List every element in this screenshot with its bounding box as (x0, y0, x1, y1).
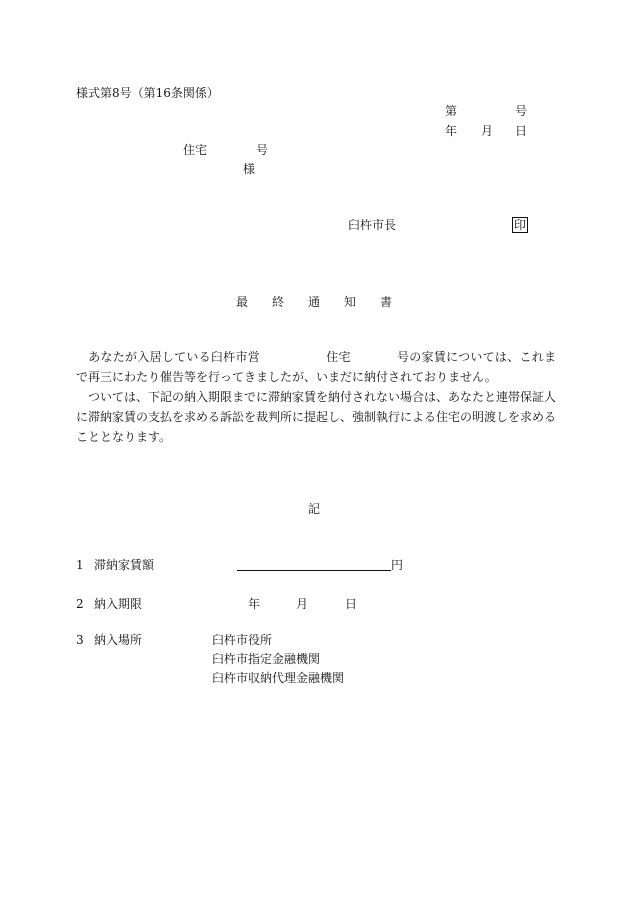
seal-mark (512, 217, 528, 233)
item2-month: 月 (296, 597, 309, 611)
item2-year: 年 (248, 597, 261, 611)
doc-title-char-1: 最 (236, 295, 249, 309)
date-year: 年 (445, 124, 458, 138)
addressee-housing: 住宅 (183, 143, 208, 157)
item1-label: 滞納家賃額 (94, 558, 155, 572)
body-paragraph-1 (76, 347, 556, 387)
doc-title-char-5: 書 (380, 295, 393, 309)
date-day: 日 (515, 124, 528, 138)
item3-place-1: 臼杵市役所 (212, 633, 273, 647)
item2-label: 納入期限 (94, 597, 143, 611)
body-paragraph-2: ついては、下記の納入期限までに滞納家賃を納付されない場合は、あなたと連帯保証人に滞納家賃の支払を求める訴訟を裁判所に提起し、強制執行による住宅の明渡しを求めることとなります。 (76, 390, 557, 444)
doc-number-prefix: 第 (445, 104, 458, 118)
doc-number-suffix: 号 (515, 104, 528, 118)
doc-title-char-4: 知 (344, 295, 357, 309)
item1-unit: 円 (391, 558, 404, 572)
item3-place-2: 臼杵市指定金融機関 (212, 652, 321, 666)
sender-title: 臼杵市長 (348, 218, 397, 232)
item3-number: 3 (76, 633, 84, 647)
form-number: 様式第8号（第16条関係） (76, 86, 219, 100)
doc-title-char-3: 通 (308, 295, 321, 309)
body-p1-housing: 住宅 (325, 350, 351, 364)
ki-heading: 記 (308, 502, 321, 516)
item2-day: 日 (345, 597, 358, 611)
body-p1-intro: あなたが入居している臼杵市営 (76, 350, 260, 364)
addressee-room-number: 号 (256, 143, 269, 157)
item1-number: 1 (76, 558, 84, 572)
date-month: 月 (481, 124, 494, 138)
item1-amount-line (237, 570, 391, 571)
doc-title-char-2: 終 (272, 295, 285, 309)
addressee-honorific: 様 (243, 162, 256, 176)
item3-label: 納入場所 (94, 633, 143, 647)
seal-label: 印 (514, 218, 527, 232)
body-p1-rest: 号の家賃については、これまで再三にわたり催告等を行ってきましたが、いまだに納付されておりません。 (76, 350, 556, 384)
item2-number: 2 (76, 597, 84, 611)
item3-place-3: 臼杵市収納代理金融機関 (212, 671, 345, 685)
